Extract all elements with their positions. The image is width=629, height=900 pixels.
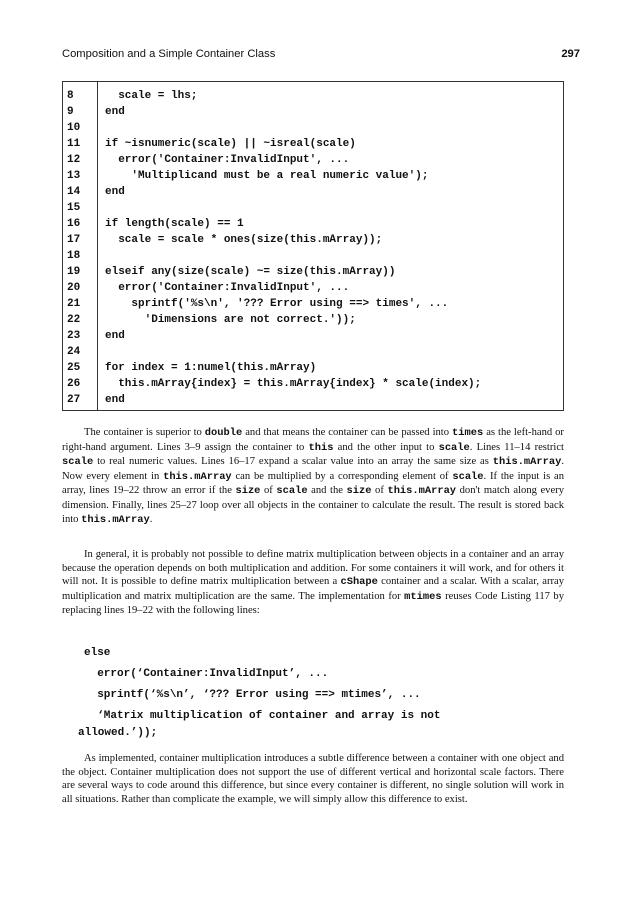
line-number: 19 — [67, 266, 81, 278]
code-text: error('Container:InvalidInput', ... — [105, 154, 350, 166]
line-number: 23 — [67, 330, 81, 342]
line-number: 11 — [67, 138, 81, 150]
code-text: end — [105, 106, 125, 118]
code-text: end — [105, 330, 125, 342]
code-text: elseif any(size(scale) ~= size(this.mArray)) — [105, 266, 396, 278]
explanation-paragraph: The container is superior to double and that means the container can be passed into times as the left-hand or right-hand argument. Lines 3–9 assign the container to this and the other input to scale. Lines 11–14 restrict scale to real numeric values. Lines 16–17 expand a scalar value into an array the same size as this.mArray. Now every element in this.mArray can be multiplied by a corresponding element of scale. If the input is an array, lines 19–22 throw an error if the size of scale and the size of this.mArray don't match along every dimension. Finally, lines 25–27 loop over all objects in the container to calculate the result. The result is stored back into this.mArray. — [62, 427, 565, 526]
code-text: scale = lhs; — [105, 90, 198, 102]
line-number: 25 — [67, 362, 81, 374]
line-number: 24 — [67, 346, 81, 358]
replacement-code-snippet — [78, 643, 564, 744]
code-text: end — [105, 394, 125, 406]
code-text: if length(scale) == 1 — [105, 218, 244, 230]
line-number: 21 — [67, 298, 81, 310]
line-number: 10 — [67, 122, 81, 134]
code-text: sprintf('%s\n', '??? Error using ==> times', ... — [105, 298, 449, 310]
line-number: 26 — [67, 378, 81, 390]
code-text: 'Dimensions are not correct.')); — [105, 314, 356, 326]
code-text: this.mArray{index} = this.mArray{index} * scale(index); — [105, 378, 482, 390]
code-text: end — [105, 186, 125, 198]
snippet-line: allowed.’)); — [78, 727, 158, 739]
line-number: 18 — [67, 250, 81, 262]
page-number: 297 — [561, 48, 580, 60]
line-number: 20 — [67, 282, 81, 294]
snippet-line: sprintf(‘%s\n’, ‘??? Error using ==> mtimes’, ... — [84, 689, 421, 701]
code-text: error('Container:InvalidInput', ... — [105, 282, 350, 294]
code-text: scale = scale * ones(size(this.mArray)); — [105, 234, 383, 246]
running-title: Composition and a Simple Container Class — [62, 48, 276, 60]
line-number: 16 — [67, 218, 81, 230]
code-listing — [62, 81, 564, 411]
snippet-line: else — [84, 647, 111, 659]
page-header — [62, 48, 580, 68]
line-number: 12 — [67, 154, 81, 166]
line-number: 17 — [67, 234, 81, 246]
line-number: 15 — [67, 202, 81, 214]
code-text: if ~isnumeric(scale) || ~isreal(scale) — [105, 138, 356, 150]
line-number: 9 — [67, 106, 74, 118]
snippet-line: ‘Matrix multiplication of container and array is not — [84, 710, 441, 722]
closing-paragraph: As implemented, container multiplication introduces a subtle difference between a container with one object and the object. Container multiplication does not support the use of different vertical and horizontal scale factors. There are several ways to code around this difference, but since every container is different, no single solution will work in all situations. Rather than complicate the example, we will simply allow this difference to exist. — [62, 753, 564, 805]
code-text: 'Multiplicand must be a real numeric value'); — [105, 170, 429, 182]
matrix-multiplication-paragraph: In general, it is probably not possible to define matrix multiplication between objects in a container and an array because the operation depends on both multiplication and addition. For some containers it will work, and for others it will not. It is possible to define matrix multiplication between a cShape container and a scalar. With a scalar, array multiplication and matrix multiplication are the same. The implementation for mtimes reuses Code Listing 117 by replacing lines 19–22 with the following lines: — [62, 549, 565, 617]
code-text: for index = 1:numel(this.mArray) — [105, 362, 317, 374]
line-number: 13 — [67, 170, 81, 182]
snippet-line: error(‘Container:InvalidInput’, ... — [84, 668, 329, 680]
line-number: 22 — [67, 314, 81, 326]
line-number: 27 — [67, 394, 81, 406]
line-number: 14 — [67, 186, 81, 198]
line-number: 8 — [67, 90, 74, 102]
